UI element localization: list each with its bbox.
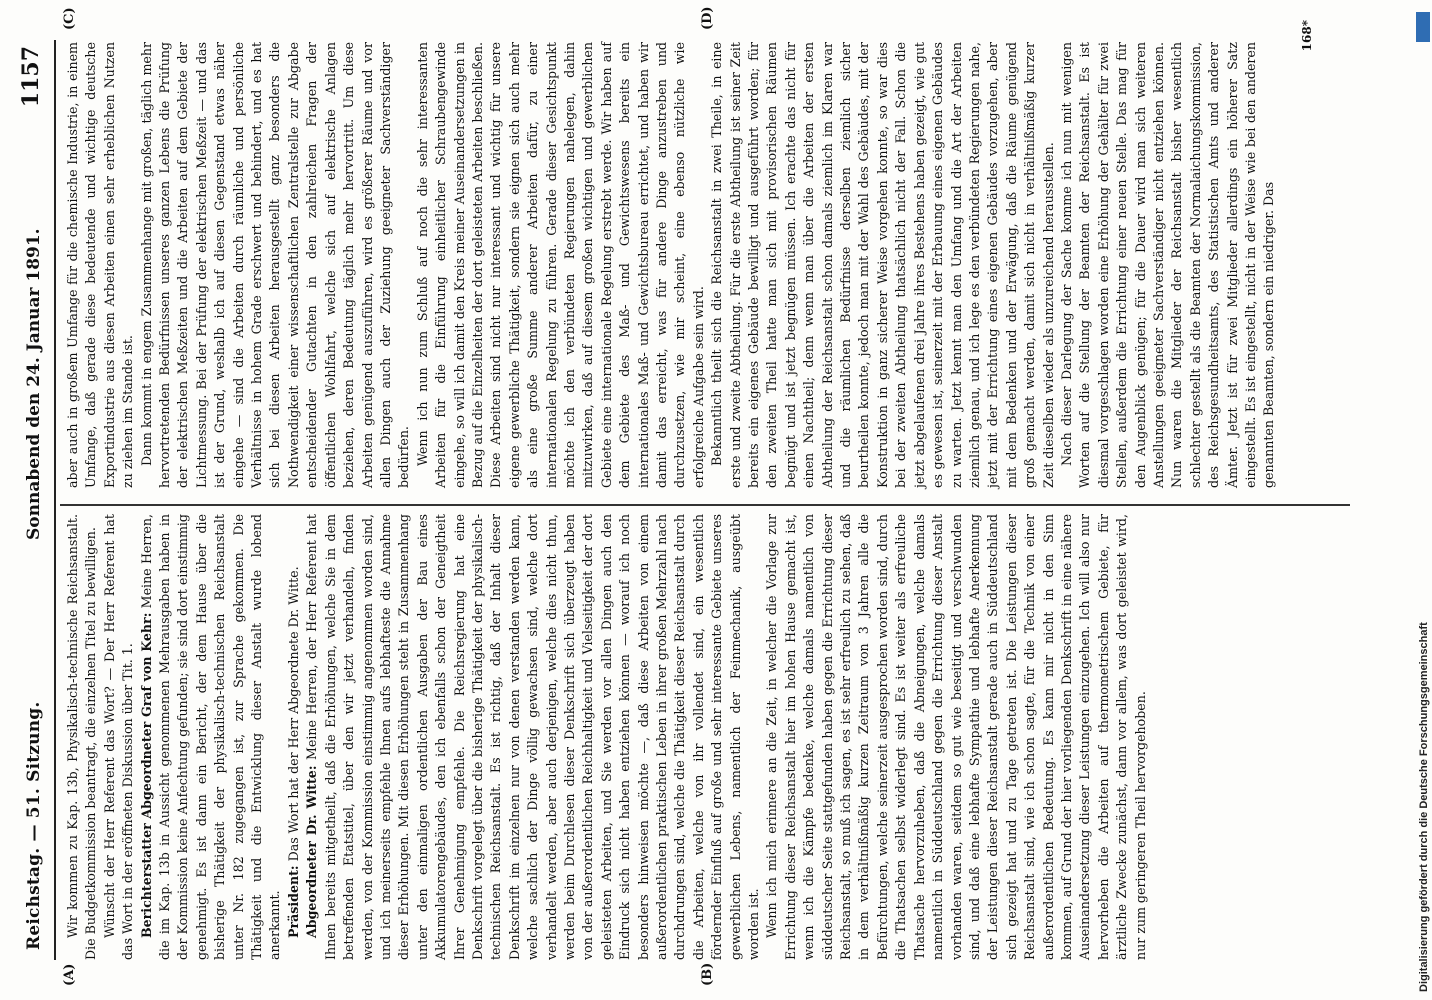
paragraph: aber auch in großem Umfange für die chemische Industrie, in einem Umfange, daß gerade diese bedeutende und wichtige deutsche Exportindustrie aus diesen Arbeiten einen sehr erheblichen Nutzen zu ziehen im Stande ist. [65,42,136,488]
signature-mark: 168* [1300,20,1314,52]
paragraph: Wir kommen zu Kap. 13b, Physikalisch-technische Reichsanstalt. Die Budgetkommission beantragt, die einzelnen Titel zu bewilligen. [65,514,99,960]
right-column [64,42,1279,488]
page-number: 1157 [18,46,44,108]
paragraph: Wenn ich mich erinnere an die Zeit, in welcher die Vorlage zur Errichtung dieser Reichsanstalt hier im hohen Hause gemacht ist, wenn ich die Kämpfe bedenke, welche damals namentlich von süddeutscher Seite stattgefunden haben gegen die Errichtung dieser Reichsanstalt, so muß ich sagen, es ist sehr erfreulich zu sehen, daß in dem verhältnißmäßig kurzen Zeitraum von 3 Jahren alle die Befürchtungen, welche seinerzeit ausgesprochen worden sind, durch die Thatsachen selbst widerlegt sind. Es ist weiter als erfreuliche Thatsache hervorzuheben, daß die Abneigungen, welche damals namentlich in Süddeutschland gegen die Errichtung dieser Anstalt vorhanden waren, seitdem so gut wie beseitigt und verschwunden sind, und daß eine lebhafte Sympathie und lebhafte Anerkennung der Leistungen dieser Reichsanstalt gerade auch in Süddeutschland sich gezeigt hat und zu Tage getreten ist. Die Leistungen dieser Reichsanstalt sind, wie ich schon sagte, für die Technik von einer außerordentlichen Bedeutung. Es kann mir nicht in den Sinn kommen, auf Grund der hier vorliegenden Denkschrift in eine nähere Auseinandersetzung dieser Leistungen einzugehen. Ich will also nur hervorheben die Arbeiten auf thermometrischem Gebiete, für ärztliche Zwecke zunächst, dann vor allem, was dort geleistet wird, nur zum geringeren Theil hervorgehoben. [764,514,1148,960]
paragraph: Nach dieser Darlegung der Sache komme ich nun mit wenigen Worten auf die Stellung der Beamten der Reichsanstalt. Es ist diesmal vorgeschlagen worden eine Erhöhung der Gehälter für zwei Stellen, außerdem die Errichtung einer neuen Stelle. Das mag für den Augenblick genügen; für die Dauer wird man sich weiteren Anstellungen geeigneter Sachverständiger nicht entziehen können. Nun waren die Mitglieder der Reichsanstalt bisher wesentlich schlechter gestellt als die Beamten der Normalaichungskommission, des Reichsgesundheitsamts, des Statistischen Amts und anderer Ämter. Jetzt ist für zwei Mitglieder allerdings ein höherer Satz eingestellt. Es ist eingestellt, nicht in der Weise wie bei den anderen genannten Beamten, sondern ein niedriger. Das [1058,42,1277,488]
margin-marker-d: (D) [700,6,715,30]
speech-text: Meine Herren, der Herr Referent hat Ihnen bereits mitgetheilt, daß die Erhöhungen, welche Sie in dem betreffenden Etatstitel, über den wir jetzt verhandeln, finden werden, von der Kommission einstimmig angenommen worden sind, und ich meinerseits empfehle Ihnen aufs lebhafteste die Annahme dieser Erhöhungen. Mit diesen Erhöhungen steht in Zusammenhang unter den einmaligen ordentlichen Ausgaben der Bau eines Akkumulatorengebäudes, den ich ebenfalls schon der Geneigtheit Ihrer Genehmigung empfehle. Die Reichsregierung hat eine Denkschrift vorgelegt über die bisherige Thätigkeit der physikalisch-technischen Reichsanstalt. Es ist richtig, daß der Inhalt dieser Denkschrift im einzelnen nur von denen verstanden werden kann, welche sachlich der Dinge völlig gewachsen sind, welche dort verhandelt werden, aber auch derjenigen, welche dies nicht thun, werden beim Durchlesen dieser Denkschrift sich überzeugt haben von der außerordentlichen Reichhaltigkeit und Vielseitigkeit der dort geleisteten Arbeiten, und Sie werden vor allen Dingen auch den Eindruck sich nicht haben entziehen können — worauf ich noch besonders hinweisen möchte —, daß diese Arbeiten von einem außerordentlichen praktischen Leben in ihrer großen Mehrzahl nach durchdrungen sind, welche die Thätigkeit dieser Reichsanstalt durch die Arbeiten, welche von ihr vollendet sind, ein wesentlich fördernder Einfluß auf große und sehr interessante Gebiete unseres gewerblichen Lebens, namentlich der Feinmechanik, ausgeübt worden ist. [304,514,762,960]
paragraph: Bekanntlich theilt sich die Reichsanstalt in zwei Theile, in eine erste und zweite Abtheilung. Für die erste Abtheilung ist seiner Zeit bereits ein eigenes Gebäude bewilligt und ausgeführt worden; für den zweiten Theil hatte man sich mit provisorischen Räumen begnügt und ist jetzt begnügen müssen. Ich erachte das nicht für einen Nachtheil; denn wenn man über die Arbeiten der ersten Abtheilung der Reichsanstalt schon damals ziemlich im Klaren war und die räumlichen Bedürfnisse derselben ziemlich sicher beurtheilen konnte, jedoch man mit der Wahl des Gebäudes, mit der Konstruktion in ganz sicherer Weise vorgehen konnte, so war dies bei der zweiten Abtheilung thatsächlich nicht der Fall. Schon die jetzt abgelaufenen drei Jahre ihres Bestehens haben gezeigt, wie gut es gewesen ist, seinerzeit mit der Erbauung eines eigenen Gebäudes zu warten. Jetzt kennt man den Umfang und die Art der Arbeiten ziemlich genau, und ich lege es den verbündeten Regierungen nahe, jetzt mit der Errichtung eines eigenen Gebäudes vorzugehen, aber mit dem Bedenken und der Erwägung, daß die Räume genügend groß gemacht werden, damit sich nicht in verhältnißmäßig kurzer Zeit dieselben wieder als unzureichend herausstellen. [709,42,1056,488]
digitization-note: Digitalisierung gefördert durch die Deutsche Forschungsgemeinschaft [1418,622,1430,992]
header-date: Sonnabend den 24. Januar 1891. [24,228,44,540]
speech-text: Das Wort hat der Herr Abgeordnete Dr. Witte. [285,566,301,862]
speaker-name: Abgeordneter Dr. Witte: [304,765,320,938]
column-divider [60,505,1350,507]
margin-marker-b: (B) [700,962,715,986]
speech-text: Meine Herren, die im Kap. 13b in Aussicht genommenen Mehrausgaben haben in der Kommission keine Anfechtung gefunden; sie sind dort einstimmig genehmigt. Es ist dann ein Bericht, der dem Hause über die bisherige Thätigkeit der physikalisch-technischen Reichsanstalt unter Nr. 182 zugegangen ist, zur Sprache gekommen. Die Thätigkeit und die Entwicklung dieser Anstalt wurde lobend anerkannt. [138,514,283,960]
paragraph [138,514,285,960]
header-session: Reichstag. — 51. Sitzung. [24,701,44,950]
paragraph: Wünscht der Herr Referent das Wort? — Der Herr Referent hat das Wort in der eröffneten Diskussion über Tit. 1. [101,514,136,960]
paragraph [285,514,303,960]
margin-marker-a: (A) [62,963,77,986]
margin-marker-c: (C) [62,7,77,30]
paragraph: Dann kommt in engem Zusammenhange mit großen, täglich mehr hervortretenden Bedürfnissen unseres ganzen Lebens die Prüfung der elektrischen Meßzeiten und die Arbeiten auf dem Gebiete der Lichtmessung. Bei der Prüfung der elektrischen Meßzeit — und das ist der Grund, weshalb ich auf diesen Gegenstand etwas näher eingehe — sind die Arbeiten durch räumliche und persönliche Verhältnisse in hohem Grade erschwert und behindert, und es hat sich bei diesen Arbeiten herausgestellt ganz besonders die Nothwendigkeit einer wissenschaftlichen Zentralstelle zur Abgabe entscheidender Gutachten in den zahlreichen Fragen der öffentlichen Wohlfahrt, welche sich auf elektrische Anlagen beziehen, deren Bedeutung täglich mehr hervortritt. Um diese Arbeiten genügend auszuführen, wird es größerer Räume und vor allen Dingen auch der Zuziehung geeigneter Sachverständiger bedürfen. [138,42,412,488]
paragraph: Wenn ich nun zum Schluß auf noch die sehr interessanten Arbeiten für die Einführung einheitlicher Schraubengewinde eingehe, so will ich damit den Kreis meiner Auseinandersetzungen in Bezug auf die Einzelheiten der dort geleisteten Arbeiten beschließen. Diese Arbeiten sind nicht nur interessant und wichtig für unsere eigene gewerbliche Thätigkeit, sondern sie eignen sich auch mehr als eine große Summe anderer Arbeiten dafür, zu einer internationalen Regelung zu führen. Gerade dieser Gesichtspunkt möchte ich den verbündeten Regierungen nahelegen, dahin mitzuwirken, daß auf diesem großen wichtigen und gewerblichen Gebiete eine internationale Regelung erstrebt werde. Wir haben auf dem Gebiete des Maß- und Gewichtswesens bereits ein internationales Maß- und Gewichtsbureau errichtet, und haben wir damit das erreicht, was für andere Dinge anzustreben und durchzusetzen, wie mir scheint, eine ebenso nützliche wie erfolgreiche Aufgabe sein wird. [414,42,706,488]
left-column [64,514,1150,960]
speaker-name: Präsident: [285,865,301,938]
page-header [14,40,56,960]
paragraph [303,514,763,960]
speaker-name: Berichterstatter Abgeordneter Graf von Kehr: [138,612,154,938]
